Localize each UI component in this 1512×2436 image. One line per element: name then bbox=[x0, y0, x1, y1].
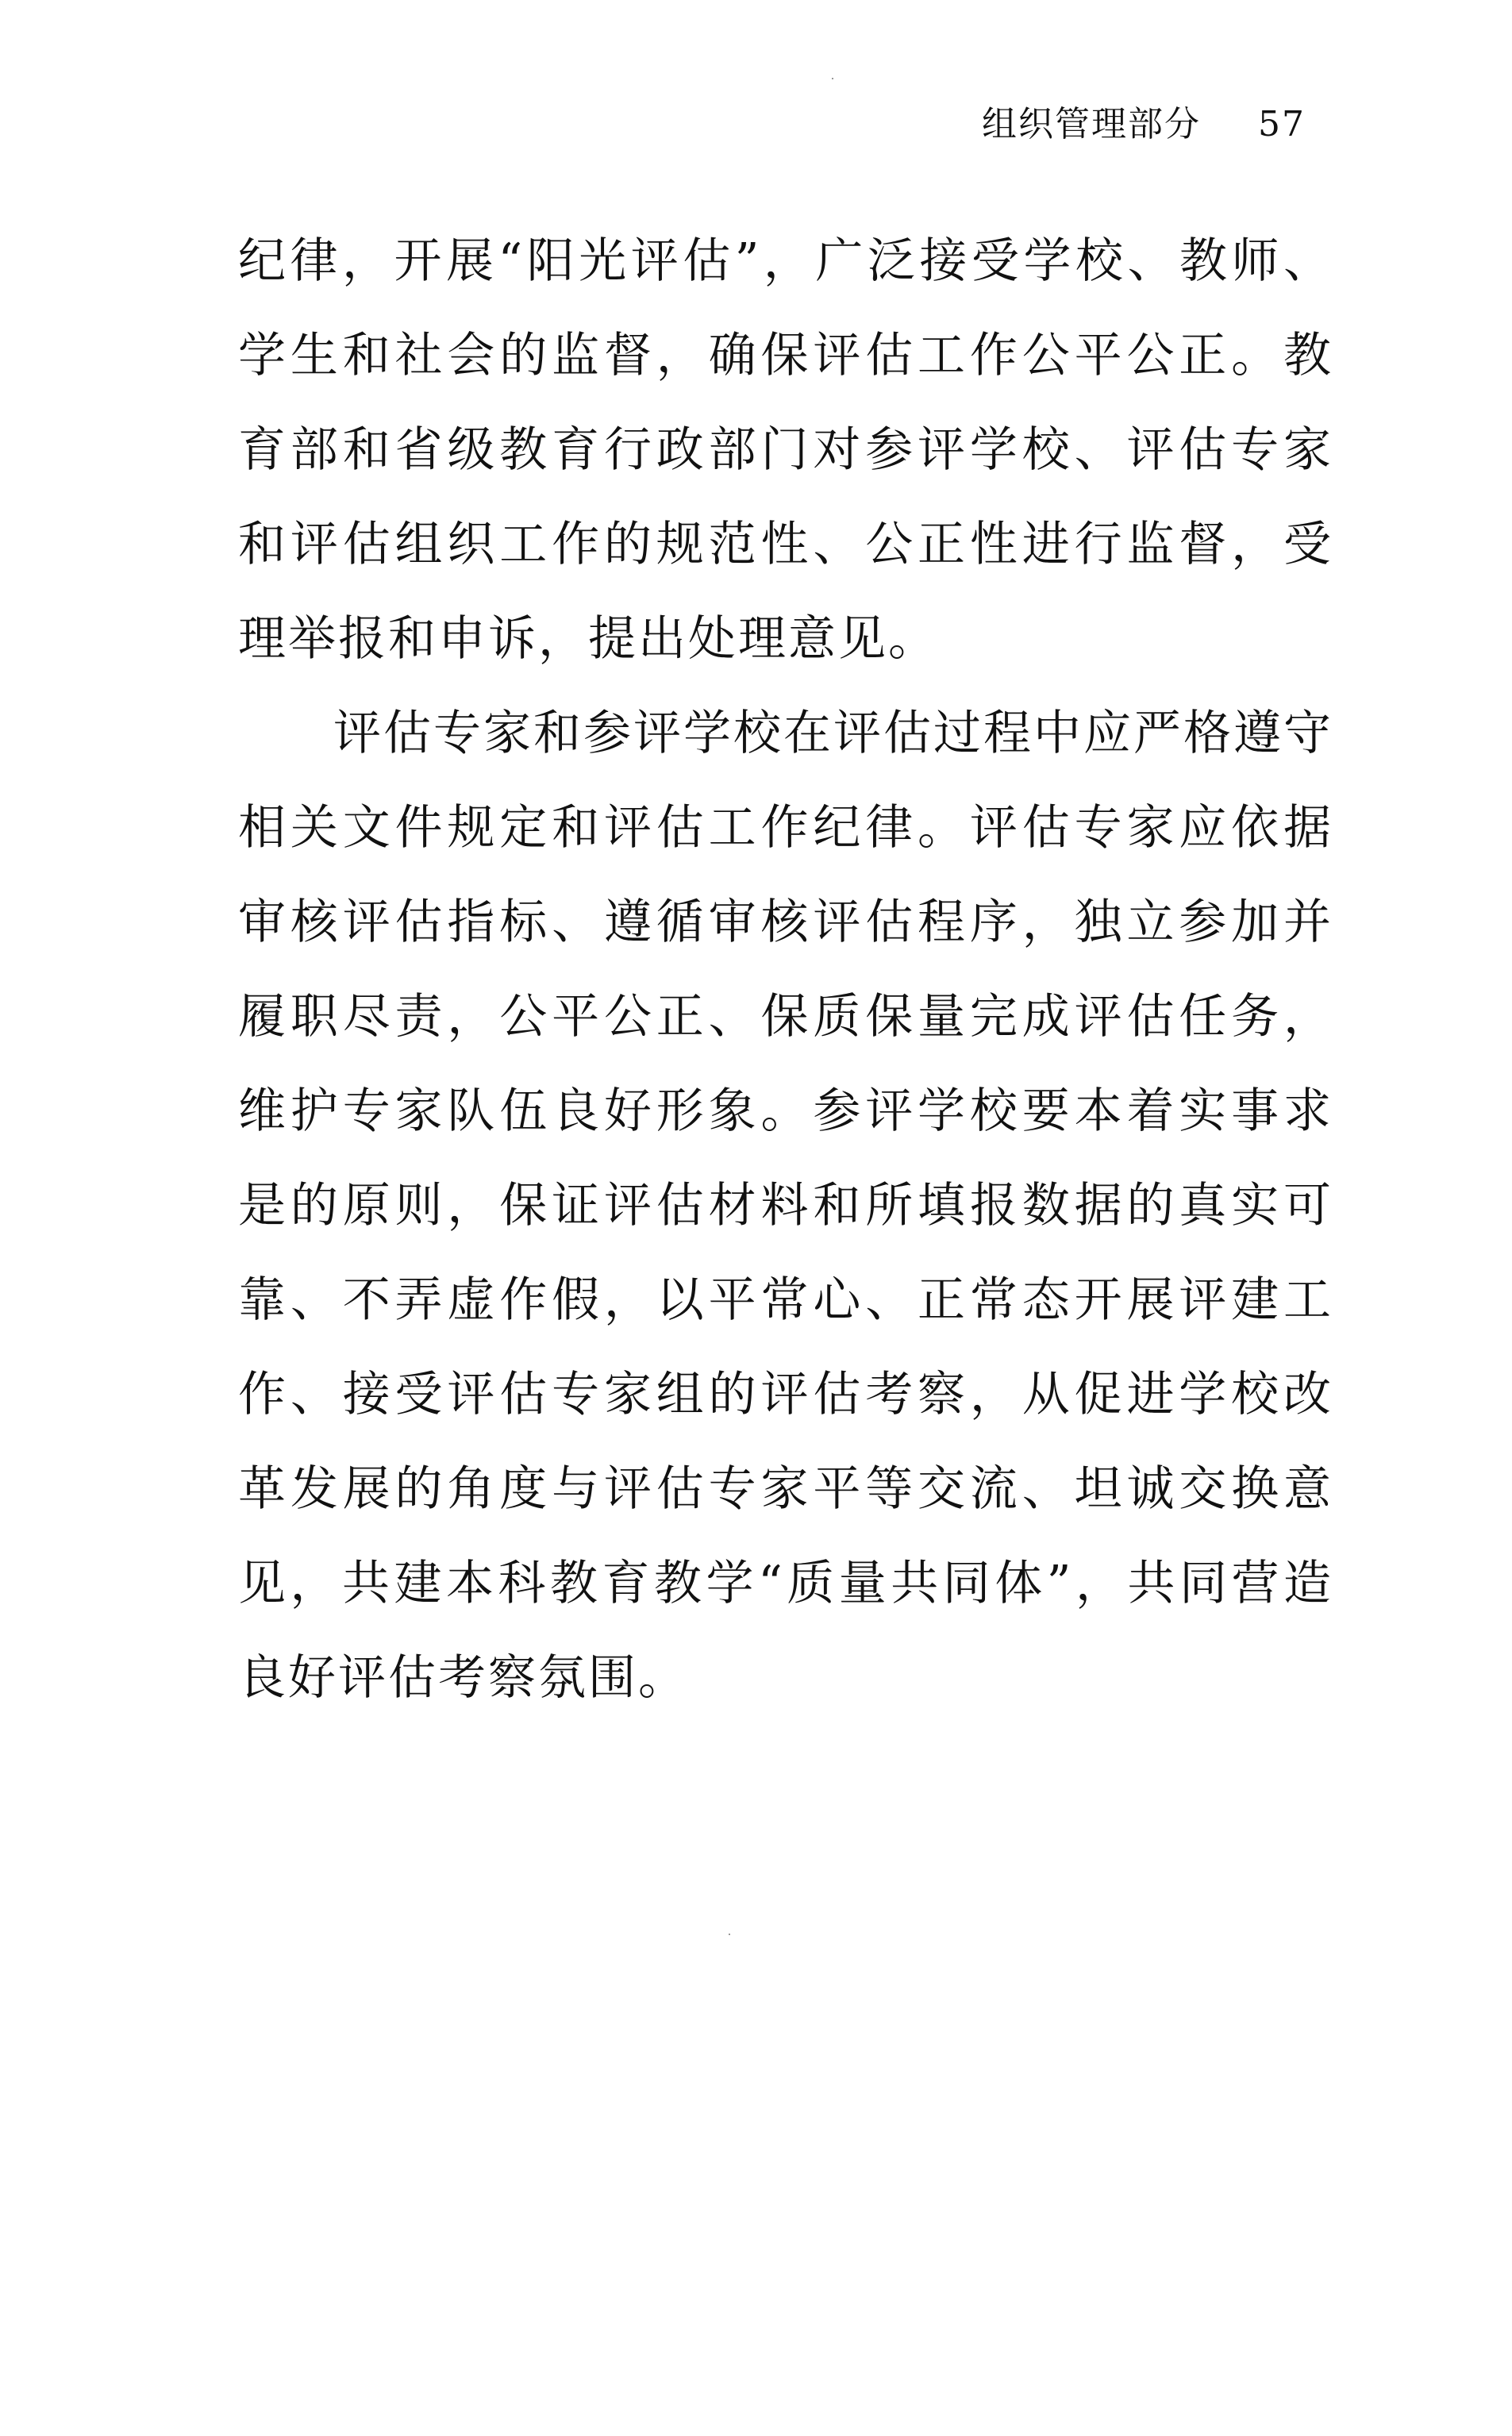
body-text bbox=[238, 214, 1333, 1726]
page-number: 57 bbox=[1258, 104, 1306, 144]
scan-speck bbox=[832, 78, 833, 79]
running-header bbox=[982, 95, 1306, 146]
section-title: 组织管理部分 bbox=[982, 104, 1201, 144]
scan-speck bbox=[729, 1934, 730, 1935]
paragraph-1: 纪律，开展“阳光评估”，广泛接受学校、教师、学生和社会的监督，确保评估工作公平公正。教育部和省级教育行政部门对参评学校、评估专家和评估组织工作的规范性、公正性进行监督，受理举报和申诉，提出处理意见。 bbox=[238, 233, 1333, 667]
paragraph-2: 评估专家和参评学校在评估过程中应严格遵守相关文件规定和评估工作纪律。评估专家应依据审核评估指标、遵循审核评估程序，独立参加并履职尽责，公平公正、保质保量完成评估任务，维护专家队伍良好形象。参评学校要本着实事求是的原则，保证评估材料和所填报数据的真实可靠、不弄虚作假，以平常心、正常态开展评建工作、接受评估专家组的评估考察，从促进学校改革发展的角度与评估专家平等交流、坦诚交换意见，共建本科教育教学“质量共同体”，共同营造良好评估考察氛围。 bbox=[238, 706, 1333, 1706]
